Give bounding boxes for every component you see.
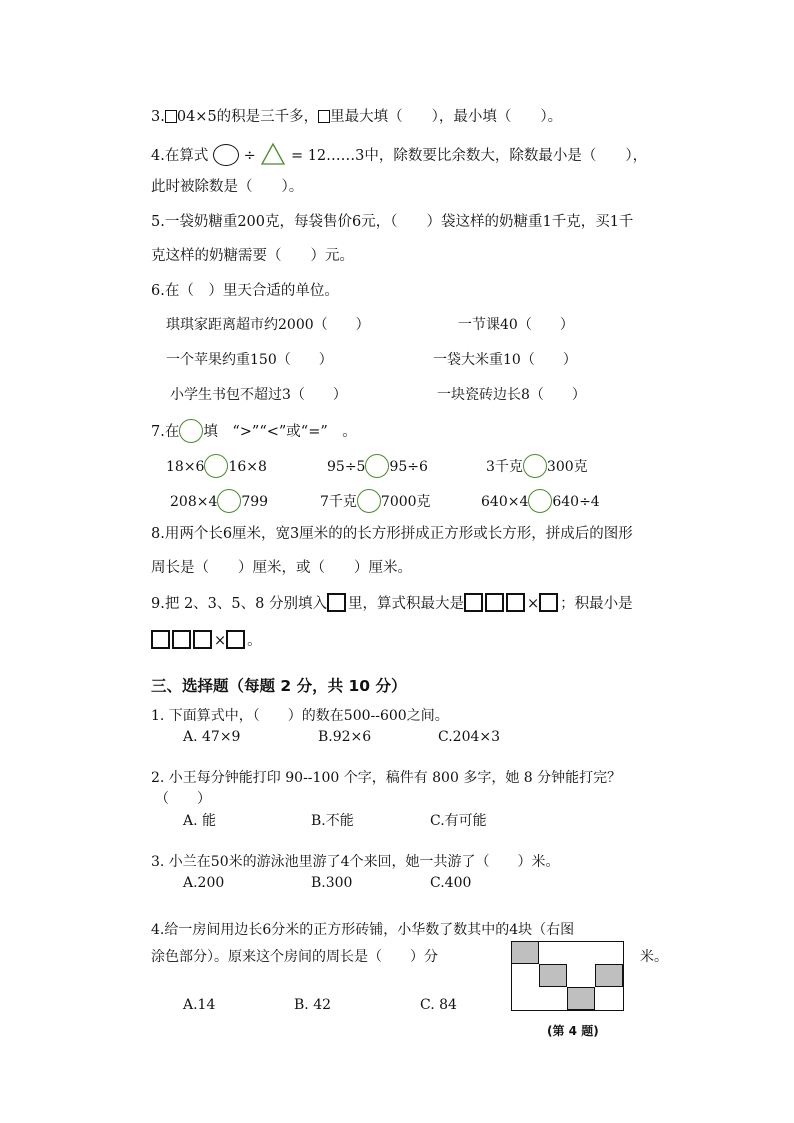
blank-box[interactable]: [193, 630, 212, 649]
answer-paren: （ ）: [155, 791, 211, 807]
choice-option[interactable]: A.14: [183, 997, 216, 1013]
compare-circle-icon[interactable]: [204, 454, 228, 478]
section-3-title: 三、选择题（每题 2 分，共 10 分）: [151, 677, 407, 695]
blank-box: [318, 110, 330, 123]
q7-item: 95÷5 95÷6: [327, 454, 428, 478]
shaded-tile: [595, 964, 623, 987]
q6-item: 一个苹果约重150（ ）: [166, 352, 333, 368]
question-6-title: 6.在（ ）里天合适的单位。: [151, 283, 339, 299]
choice-option[interactable]: A.200: [183, 875, 225, 891]
blank-box: [165, 110, 177, 123]
shaded-tile: [567, 987, 595, 1010]
q6-item: 小学生书包不超过3（ ）: [170, 387, 347, 403]
question-9: 9.把 2、3、5、8 分别填入 里，算式积最大是 × ；积最小是: [151, 593, 633, 614]
compare-circle-icon[interactable]: [365, 454, 389, 478]
choice-option[interactable]: B.300: [311, 875, 353, 891]
q7-item: 208×4 799: [170, 489, 268, 513]
question-4-line2: 此时被除数是（ ）。: [151, 179, 304, 195]
choice-option[interactable]: A. 47×9: [183, 729, 241, 745]
question-3: 3. 04×5的积是三千多， 里最大填（ ），最小填（ ）。: [151, 109, 563, 125]
blank-box: [327, 593, 346, 612]
question-4: 4.在算式 ÷ = 12……3中，除数要比余数大，除数最小是（ ），: [151, 142, 647, 166]
q6-item: 一节课40（ ）: [458, 317, 574, 333]
compare-circle-icon[interactable]: [528, 489, 552, 513]
q7-item: 640×4 640÷4: [481, 489, 600, 513]
blank-box[interactable]: [151, 630, 170, 649]
q7-item: 18×6 16×8: [166, 454, 267, 478]
question-5-line2: 克这样的奶糖需要（ ）元。: [151, 248, 354, 264]
choice-option[interactable]: B.92×6: [318, 729, 372, 745]
figure-caption: (第 4 题): [547, 1024, 599, 1038]
choice-option[interactable]: C. 84: [420, 997, 457, 1013]
q7-item: 7千克 7000克: [320, 489, 431, 513]
compare-circle-icon[interactable]: [357, 489, 381, 513]
shaded-tile: [511, 941, 539, 964]
choice-1-stem: 1. 下面算式中，（ ）的数在500--600之间。: [151, 708, 449, 724]
choice-4-line1: 4.给一房间用边长6分米的正方形砖铺，小华数了数其中的4块（右图: [151, 922, 575, 938]
q6-item: 琪琪家距离超市约2000（ ）: [166, 317, 370, 333]
blank-box[interactable]: [226, 630, 245, 649]
blank-box[interactable]: [172, 630, 191, 649]
choice-option[interactable]: C.有可能: [430, 813, 487, 829]
choice-option[interactable]: C.400: [430, 875, 472, 891]
blank-box[interactable]: [506, 593, 525, 612]
choice-2-stem: 2. 小王每分钟能打印 90--100 个字，稿件有 800 多字，她 8 分钟能打完？: [151, 770, 622, 786]
choice-option[interactable]: B.不能: [311, 813, 354, 829]
shaded-tile: [539, 964, 567, 987]
q6-item: 一块瓷砖边长8（ ）: [437, 387, 586, 403]
compare-circle-icon: [179, 419, 203, 443]
blank-box[interactable]: [539, 593, 558, 612]
compare-circle-icon[interactable]: [523, 454, 547, 478]
choice-4-unit: 米。: [640, 949, 668, 965]
choice-option[interactable]: C.204×3: [438, 729, 501, 745]
choice-option[interactable]: B. 42: [294, 997, 332, 1013]
choice-option[interactable]: A. 能: [183, 813, 217, 829]
tile-diagram: [511, 941, 624, 1011]
blank-box[interactable]: [485, 593, 504, 612]
question-8-line1: 8.用两个长6厘米，宽3厘米的的长方形拼成正方形或长方形，拼成后的图形: [151, 526, 633, 542]
triangle-shape-icon: [260, 142, 286, 166]
question-9-line2: × 。: [151, 630, 262, 651]
blank-box[interactable]: [464, 593, 483, 612]
compare-circle-icon[interactable]: [217, 489, 241, 513]
q6-item: 一袋大米重10（ ）: [433, 352, 577, 368]
choice-4-line2: 涂色部分）。原来这个房间的周长是（ ）分: [151, 949, 438, 965]
question-5-line1: 5.一袋奶糖重200克，每袋售价6元，（ ）袋这样的奶糖重1千克，买1千: [151, 214, 634, 230]
oval-shape-icon: [213, 144, 239, 166]
question-7: 7.在 填 “>”“<”或“=” 。: [151, 419, 357, 443]
choice-3-stem: 3. 小兰在50米的游泳池里游了4个来回，她一共游了（ ）米。: [151, 854, 560, 870]
q7-item: 3千克 300克: [486, 454, 588, 478]
question-8-line2: 周长是（ ）厘米，或（ ）厘米。: [151, 560, 412, 576]
